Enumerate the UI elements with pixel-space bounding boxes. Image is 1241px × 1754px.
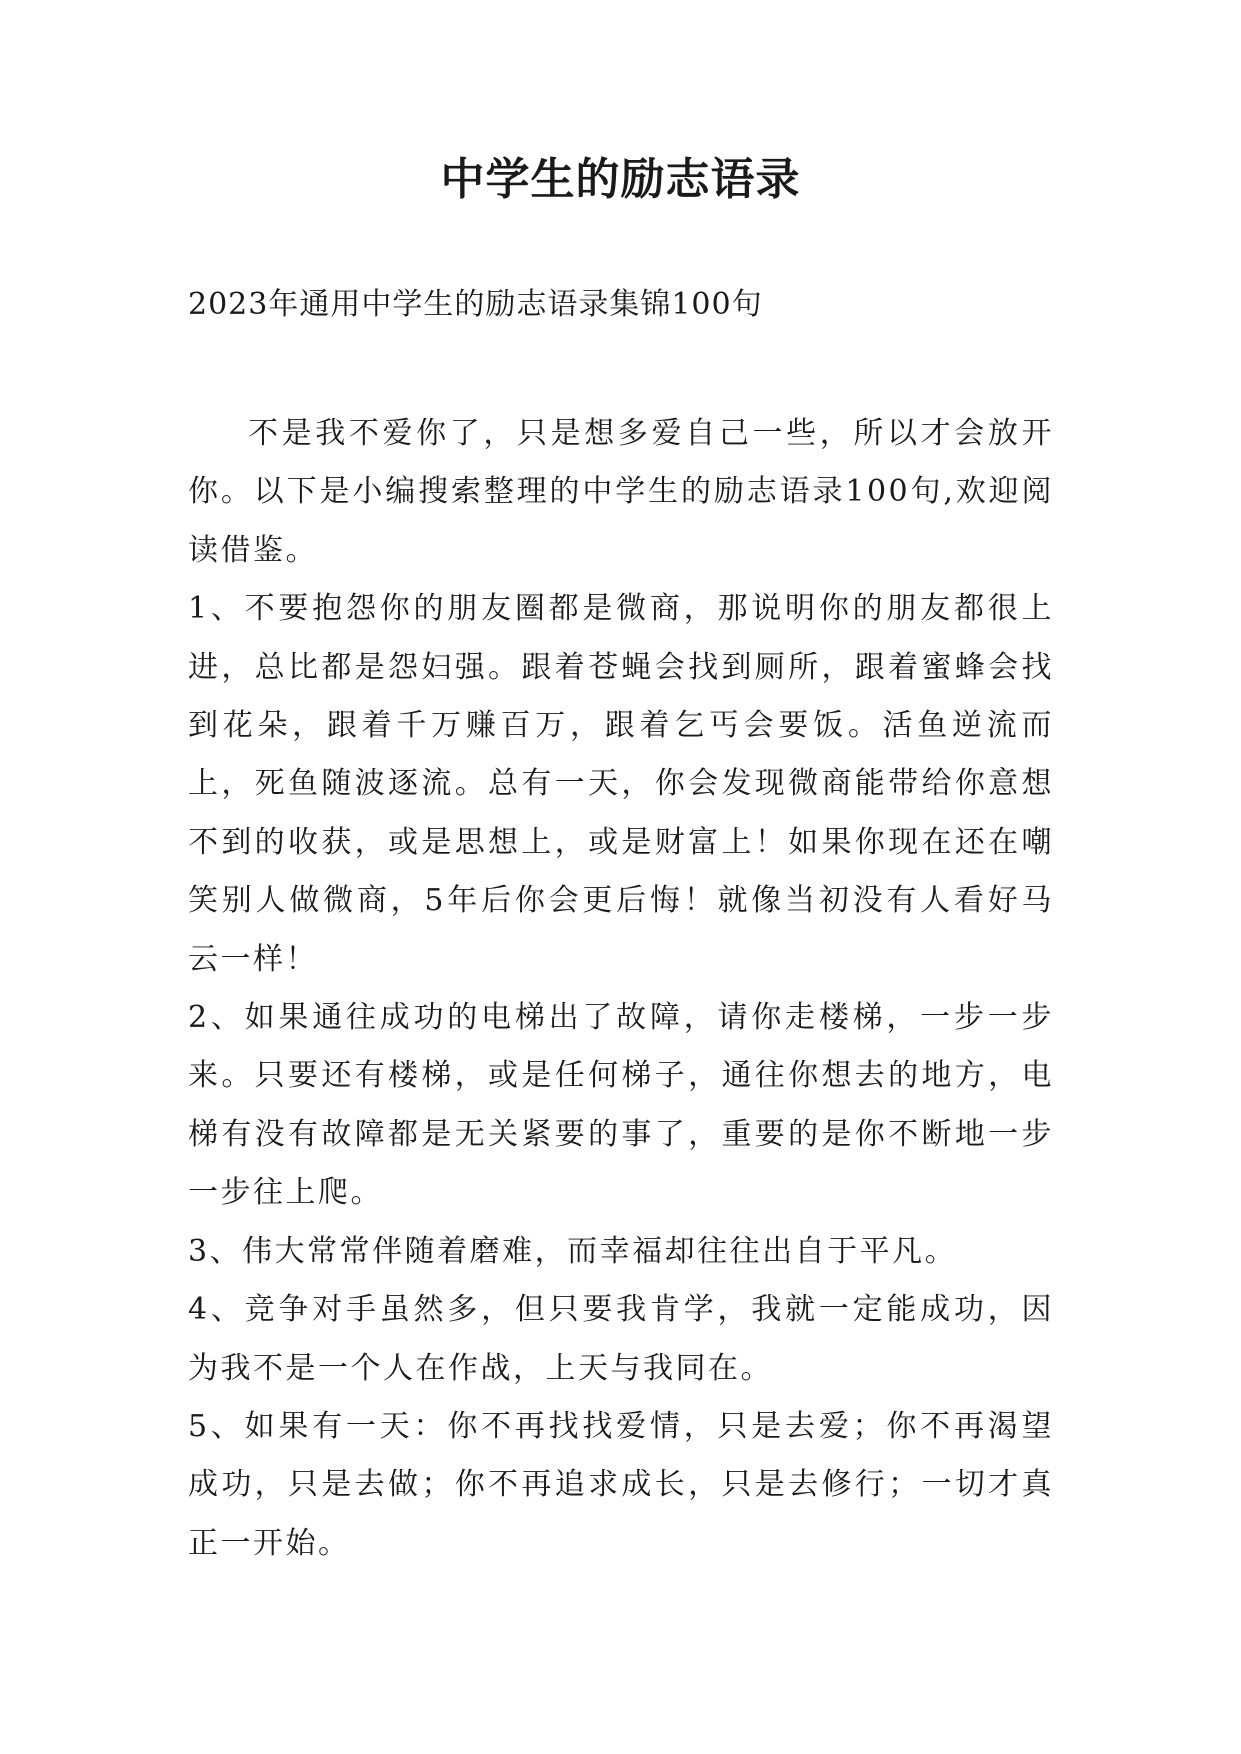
intro-paragraph: 不是我不爱你了，只是想多爱自己一些，所以才会放开你。以下是小编搜索整理的中学生的励志语录100句,欢迎阅读借鉴。 bbox=[188, 416, 1054, 568]
document-subtitle: 2023年通用中学生的励志语录集锦100句 bbox=[188, 287, 763, 322]
document-title: 中学生的励志语录 bbox=[440, 154, 801, 205]
quote-item-2: 2、如果通往成功的电梯出了故障，请你走楼梯，一步一步来。只要还有楼梯，或是任何梯子，通往你想去的地方，电梯有没有故障都是无关紧要的事了，重要的是你不断地一步一步往上爬。 bbox=[188, 1000, 1054, 1211]
quote-item-4: 4、竞争对手虽然多，但只要我肯学，我就一定能成功，因为我不是一个人在作战，上天与我同在。 bbox=[188, 1292, 1054, 1386]
quote-item-1: 1、不要抱怨你的朋友圈都是微商，那说明你的朋友都很上进，总比都是怨妇强。跟着苍蝇会找到厕所，跟着蜜蜂会找到花朵，跟着千万赚百万，跟着乞丐会要饭。活鱼逆流而上，死鱼随波逐流。总有一天，你会发现微商能带给你意想不到的收获，或是思想上，或是财富上！如果你现在还在嘲笑别人做微商，5年后你会更后悔！就像当初没有人看好马云一样！ bbox=[188, 591, 1054, 977]
document-body bbox=[188, 405, 1054, 1573]
quote-item-3: 3、伟大常常伴随着磨难，而幸福却往往出自于平凡。 bbox=[188, 1233, 958, 1269]
quote-item-5: 5、如果有一天：你不再找找爱情，只是去爱；你不再渴望成功，只是去做；你不再追求成长，只是去修行；一切才真正一开始。 bbox=[188, 1408, 1054, 1561]
